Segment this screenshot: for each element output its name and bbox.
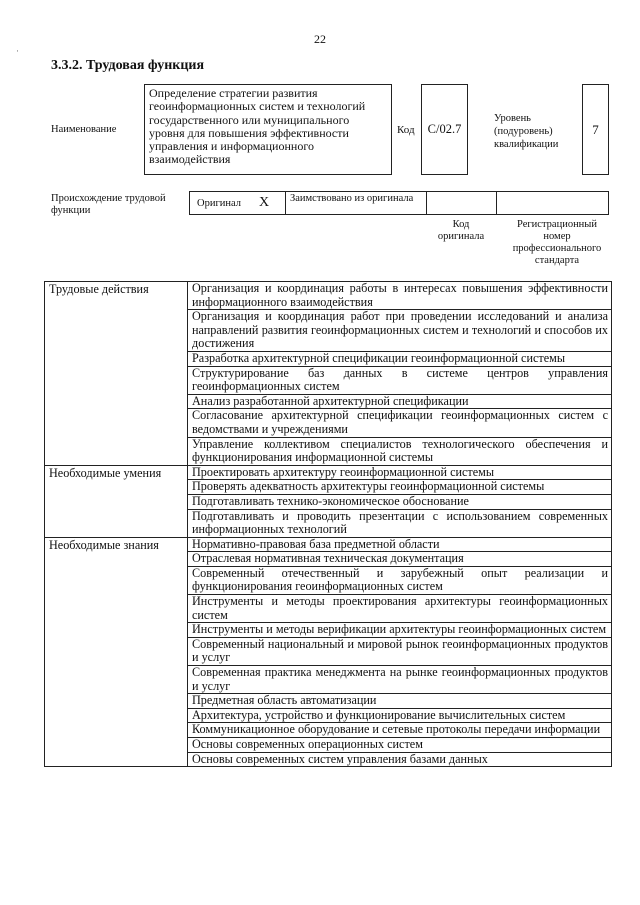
code-box	[421, 84, 468, 175]
level-box	[582, 84, 609, 175]
item-cell: Инструменты и методы проектирования архитектуры геоинформационных систем	[188, 595, 612, 623]
code-caption-line-1: Код	[452, 219, 470, 230]
reg-caption-line-3: профессионального	[512, 243, 602, 254]
item-cell: Разработка архитектурной спецификации геоинформационной системы	[188, 351, 612, 366]
item-cell: Организация и координация работы в интересах повышения эффективности информационного взаимодействия	[188, 282, 612, 310]
page-number: 22	[314, 32, 326, 46]
original-label: Оригинал	[197, 198, 241, 209]
code-original-caption	[430, 219, 492, 243]
item-cell: Нормативно-правовая база предметной области	[188, 537, 612, 552]
function-table-body	[45, 282, 612, 767]
name-label: Наименование	[51, 124, 117, 135]
margin-dot: ·	[16, 46, 19, 56]
item-cell: Подготавливать технико-экономическое обоснование	[188, 494, 612, 509]
item-cell: Структурирование баз данных в системе центров управления геоинформационных систем	[188, 366, 612, 394]
table-row	[45, 537, 612, 552]
category-cell: Необходимые знания	[45, 537, 188, 767]
function-name: Определение стратегии развития геоинформационных систем и технологий государственного или муниципального уровня для повышения эффективности управления и информационного взаимодействия	[149, 86, 366, 167]
origin-row	[189, 191, 609, 215]
item-cell: Современный отечественный и зарубежный опыт реализации и функционирования геоинформационных систем	[188, 566, 612, 594]
category-cell: Трудовые действия	[45, 282, 188, 466]
reg-caption-line-4: стандарта	[534, 255, 580, 266]
item-cell: Проектировать архитектуру геоинформационной системы	[188, 465, 612, 480]
function-table	[44, 281, 612, 767]
origin-reg-cell	[497, 192, 609, 214]
reg-number-caption	[500, 219, 614, 267]
level-value: 7	[592, 121, 599, 137]
origin-original-cell	[190, 192, 286, 214]
item-cell: Предметная область автоматизации	[188, 694, 612, 709]
table-row	[45, 282, 612, 310]
reg-caption-line-1: Регистрационный	[517, 219, 597, 230]
table-row	[45, 465, 612, 480]
item-cell: Проверять адекватность архитектуры геоинформационной системы	[188, 480, 612, 495]
code-caption-line-2: оригинала	[437, 231, 485, 242]
item-cell: Современный национальный и мировой рынок геоинформационных продуктов и услуг	[188, 637, 612, 665]
item-cell: Подготавливать и проводить презентации с использованием современных информационных технологий	[188, 509, 612, 537]
item-cell: Анализ разработанной архитектурной спецификации	[188, 394, 612, 409]
item-cell: Архитектура, устройство и функционирование вычислительных систем	[188, 708, 612, 723]
function-name-box	[144, 84, 392, 175]
level-label-line-2: (подуровень)	[494, 126, 553, 137]
origin-label: Происхождение трудовой функции	[51, 193, 166, 216]
item-cell: Инструменты и методы верификации архитектуры геоинформационных систем	[188, 623, 612, 638]
section-title: 3.3.2. Трудовая функция	[51, 58, 205, 73]
item-cell: Организация и координация работ при проведении исследований и анализа направлений развития геоинформационных систем и технологий и способов их достижения	[188, 310, 612, 352]
code-value: C/02.7	[427, 122, 462, 136]
item-cell: Согласование архитектурной спецификации геоинформационных систем с ведомствами и учреждениями	[188, 409, 612, 437]
item-cell: Современная практика менеджмента на рынке геоинформационных продуктов и услуг	[188, 666, 612, 694]
original-mark: X	[259, 195, 270, 210]
category-cell: Необходимые умения	[45, 465, 188, 537]
level-label-line-1: Уровень	[494, 113, 531, 124]
item-cell: Основы современных систем управления базами данных	[188, 752, 612, 767]
item-cell: Управление коллективом специалистов технологического обеспечения и функционирования информационной системы	[188, 437, 612, 465]
item-cell: Отраслевая нормативная техническая документация	[188, 552, 612, 567]
reg-caption-line-2: номер	[543, 231, 571, 242]
code-label: Код	[397, 124, 415, 136]
level-label-line-3: квалификации	[494, 139, 559, 150]
borrowed-label: Заимствовано из оригинала	[290, 193, 414, 204]
origin-borrowed-cell	[286, 192, 427, 214]
origin-code-cell	[427, 192, 497, 214]
level-label	[494, 112, 558, 151]
item-cell: Коммуникационное оборудование и сетевые протоколы передачи информации	[188, 723, 612, 738]
item-cell: Основы современных операционных систем	[188, 738, 612, 753]
